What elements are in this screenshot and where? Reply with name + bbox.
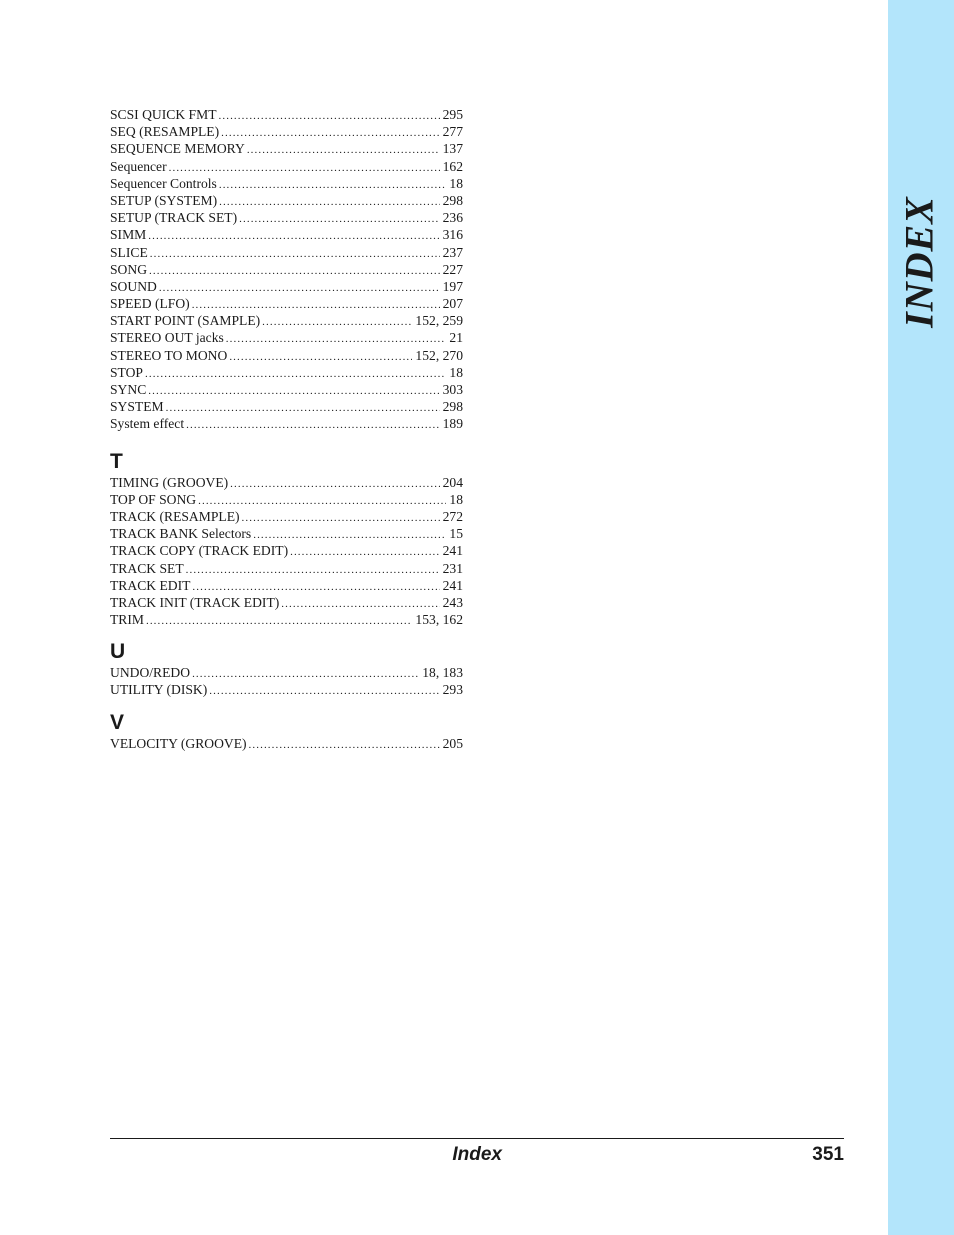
index-page-ref: 227 (442, 261, 463, 277)
dot-leader (169, 160, 440, 175)
index-entry (110, 664, 463, 681)
dot-leader (242, 510, 440, 525)
index-page-ref: 18 (449, 364, 463, 380)
index-term: TRACK SET (110, 560, 184, 576)
dot-leader (262, 314, 412, 329)
index-page-ref: 18, 183 (422, 665, 463, 681)
dot-leader (219, 194, 439, 209)
index-section-v (110, 735, 463, 752)
index-entry (110, 577, 463, 594)
dot-leader (230, 476, 439, 491)
index-page-ref: 21 (449, 330, 463, 346)
index-term: SYNC (110, 382, 147, 397)
index-term: SCSI QUICK FMT (110, 107, 217, 122)
dot-leader (145, 366, 446, 381)
index-term: START POINT (SAMPLE) (110, 313, 261, 329)
dot-leader (186, 562, 440, 577)
index-entry (110, 261, 463, 278)
index-page-ref: 207 (442, 296, 463, 312)
index-term: System effect (110, 416, 185, 432)
index-page-ref: 204 (442, 474, 463, 490)
dot-leader (146, 613, 412, 628)
index-entry (110, 681, 463, 698)
dot-leader (192, 297, 440, 312)
index-page-ref: 189 (442, 416, 463, 432)
dot-leader (209, 683, 439, 698)
index-entry (110, 491, 463, 508)
index-page-ref: 18 (449, 175, 463, 191)
index-entry (110, 525, 463, 542)
index-entry (110, 175, 463, 192)
index-entry (110, 474, 463, 491)
index-term: STEREO OUT jacks (110, 330, 224, 346)
dot-leader (290, 544, 440, 559)
index-term: SETUP (SYSTEM) (110, 192, 218, 208)
index-term: SPEED (LFO) (110, 296, 190, 312)
dot-leader (249, 737, 440, 752)
index-entry (110, 415, 463, 432)
index-column (110, 106, 463, 752)
index-page-ref: 205 (442, 735, 463, 751)
index-term: SETUP (TRACK SET) (110, 210, 238, 226)
dot-leader (229, 349, 412, 364)
dot-leader (186, 417, 439, 432)
index-term: Sequencer Controls (110, 175, 217, 191)
index-term: SIMM (110, 227, 147, 243)
dot-leader (247, 142, 440, 157)
dot-leader (149, 263, 440, 278)
index-entry (110, 106, 463, 123)
index-section-t (110, 474, 463, 629)
index-entry (110, 381, 463, 398)
index-page-ref: 293 (442, 682, 463, 698)
index-entry (110, 611, 463, 628)
dot-leader (148, 383, 439, 398)
index-term: SLICE (110, 244, 148, 260)
dot-leader (159, 280, 440, 295)
index-page-ref: 316 (442, 227, 463, 243)
index-entry (110, 158, 463, 175)
index-entry (110, 560, 463, 577)
index-entry (110, 209, 463, 226)
index-page-ref: 295 (442, 107, 463, 122)
index-page-ref: 298 (442, 399, 463, 415)
index-section-u (110, 664, 463, 698)
index-page-ref: 152, 270 (415, 347, 463, 363)
dot-leader (198, 493, 446, 508)
dot-leader (219, 108, 440, 123)
index-term: STOP (110, 364, 143, 380)
index-term: UTILITY (DISK) (110, 682, 208, 698)
index-term: SONG (110, 261, 148, 277)
side-tab-label: INDEX (896, 196, 942, 328)
index-term: TRACK EDIT (110, 577, 191, 593)
side-tab (888, 0, 954, 1235)
index-page-ref: 243 (442, 594, 463, 610)
index-page-ref: 15 (449, 526, 463, 542)
dot-leader (281, 596, 439, 611)
index-term: Sequencer (110, 158, 167, 174)
index-entry (110, 347, 463, 364)
index-entry (110, 594, 463, 611)
dot-leader (226, 331, 447, 346)
index-entry (110, 398, 463, 415)
index-page-ref: 162 (442, 158, 463, 174)
index-section-s (110, 106, 463, 433)
footer-title: Index (452, 1144, 502, 1165)
dot-leader (221, 125, 439, 140)
index-page-ref: 152, 259 (415, 313, 463, 329)
index-term: SEQ (RESAMPLE) (110, 124, 220, 140)
index-page-ref: 236 (442, 210, 463, 226)
index-entry (110, 226, 463, 243)
index-page-ref: 241 (442, 577, 463, 593)
dot-leader (192, 579, 439, 594)
index-term: SEQUENCE MEMORY (110, 141, 245, 157)
index-entry (110, 140, 463, 157)
index-entry (110, 329, 463, 346)
dot-leader (253, 527, 446, 542)
index-entry (110, 735, 463, 752)
index-term: SYSTEM (110, 399, 164, 415)
index-term: TOP OF SONG (110, 491, 197, 507)
index-term: SOUND (110, 278, 157, 294)
page-number: 351 (812, 1144, 844, 1165)
index-page-ref: 241 (442, 543, 463, 559)
dot-leader (150, 246, 440, 261)
index-entry (110, 295, 463, 312)
index-entry (110, 192, 463, 209)
index-term: TIMING (GROOVE) (110, 474, 229, 490)
index-term: VELOCITY (GROOVE) (110, 735, 247, 751)
index-entry (110, 312, 463, 329)
index-page-ref: 18 (449, 491, 463, 507)
index-page-ref: 277 (442, 124, 463, 140)
section-letter-v: V (110, 710, 125, 734)
footer-rule (110, 1138, 844, 1139)
dot-leader (239, 211, 439, 226)
section-letter-t: T (110, 449, 123, 473)
index-page-ref: 237 (442, 244, 463, 260)
index-entry (110, 123, 463, 140)
index-term: TRACK (RESAMPLE) (110, 508, 240, 524)
index-term: TRACK BANK Selectors (110, 526, 252, 542)
index-entry (110, 364, 463, 381)
dot-leader (219, 177, 447, 192)
dot-leader (192, 666, 419, 681)
index-entry (110, 278, 463, 295)
index-page-ref: 231 (442, 560, 463, 576)
index-term: STEREO TO MONO (110, 347, 228, 363)
index-page-ref: 298 (442, 192, 463, 208)
index-entry (110, 542, 463, 559)
section-letter-u: U (110, 640, 126, 664)
index-page-ref: 303 (442, 382, 463, 397)
index-page-ref: 137 (442, 141, 463, 157)
index-page-ref: 153, 162 (415, 612, 463, 628)
dot-leader (166, 400, 440, 415)
dot-leader (148, 228, 439, 243)
index-page-ref: 272 (442, 508, 463, 524)
index-term: UNDO/REDO (110, 665, 191, 681)
index-term: TRIM (110, 612, 144, 628)
index-entry (110, 244, 463, 261)
index-term: TRACK COPY (TRACK EDIT) (110, 543, 289, 559)
index-term: TRACK INIT (TRACK EDIT) (110, 594, 280, 610)
index-entry (110, 508, 463, 525)
index-page-ref: 197 (442, 278, 463, 294)
